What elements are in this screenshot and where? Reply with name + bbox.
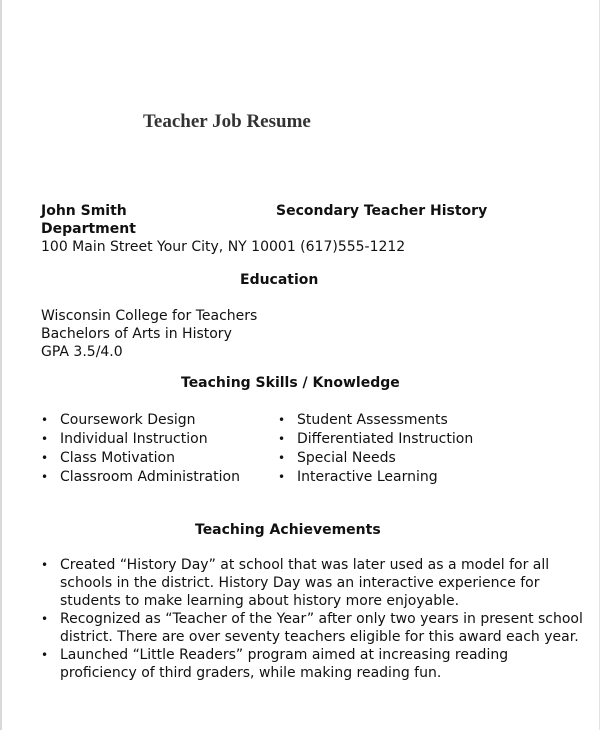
skill-label: Classroom Administration [60, 469, 240, 485]
achievement-line: students to make learning about history more enjoyable. [60, 593, 460, 609]
skills-list-left [41, 411, 240, 487]
education-gpa: GPA 3.5/4.0 [41, 344, 123, 360]
bullet-icon: • [41, 432, 49, 446]
skill-label: Differentiated Instruction [297, 431, 474, 447]
skill-label: Interactive Learning [297, 469, 438, 485]
skill-item [41, 468, 240, 487]
document-title: Teacher Job Resume [143, 111, 311, 132]
skill-item [278, 468, 473, 487]
bullet-icon: • [41, 413, 49, 427]
candidate-address: 100 Main Street Your City, NY 10001 (617)555-1212 [41, 239, 406, 255]
achievement-item [41, 646, 521, 682]
skill-item [278, 411, 473, 430]
bullet-icon: • [278, 470, 286, 484]
skill-item [41, 411, 240, 430]
bullet-icon: • [41, 470, 49, 484]
achievement-line: district. There are over seventy teachers eligible for this award each year. [60, 629, 579, 645]
bullet-icon: • [41, 648, 49, 662]
achievements-list [41, 556, 583, 682]
page-edge-left [0, 0, 2, 730]
skill-label: Coursework Design [60, 412, 196, 428]
skill-item [41, 449, 240, 468]
education-degree: Bachelors of Arts in History [41, 326, 232, 342]
skill-label: Class Motivation [60, 450, 175, 466]
candidate-position: Secondary Teacher History [276, 203, 488, 219]
candidate-department: Department [41, 221, 136, 237]
candidate-name: John Smith [41, 203, 127, 219]
education-heading: Education [240, 272, 319, 288]
achievements-heading: Teaching Achievements [195, 522, 381, 538]
bullet-icon: • [41, 612, 49, 626]
skill-label: Individual Instruction [60, 431, 208, 447]
achievement-line: Launched “Little Readers” program aimed at increasing reading [60, 647, 509, 663]
skill-label: Special Needs [297, 450, 396, 466]
bullet-icon: • [41, 451, 49, 465]
achievement-item [41, 556, 550, 610]
skills-list-right [278, 411, 473, 487]
bullet-icon: • [41, 558, 49, 572]
achievement-line: schools in the district. History Day was an interactive experience for [60, 575, 540, 591]
skill-label: Student Assessments [297, 412, 448, 428]
education-school: Wisconsin College for Teachers [41, 308, 258, 324]
skill-item [278, 449, 473, 468]
bullet-icon: • [278, 451, 286, 465]
achievement-item [41, 610, 583, 646]
skill-item [278, 430, 473, 449]
education-block [41, 307, 257, 361]
bullet-icon: • [278, 413, 286, 427]
achievement-line: proficiency of third graders, while making reading fun. [60, 665, 442, 681]
bullet-icon: • [278, 432, 286, 446]
achievement-line: Recognized as “Teacher of the Year” after only two years in present school [60, 611, 583, 627]
skills-heading: Teaching Skills / Knowledge [181, 375, 400, 391]
skill-item [41, 430, 240, 449]
achievement-line: Created “History Day” at school that was later used as a model for all [60, 557, 550, 573]
